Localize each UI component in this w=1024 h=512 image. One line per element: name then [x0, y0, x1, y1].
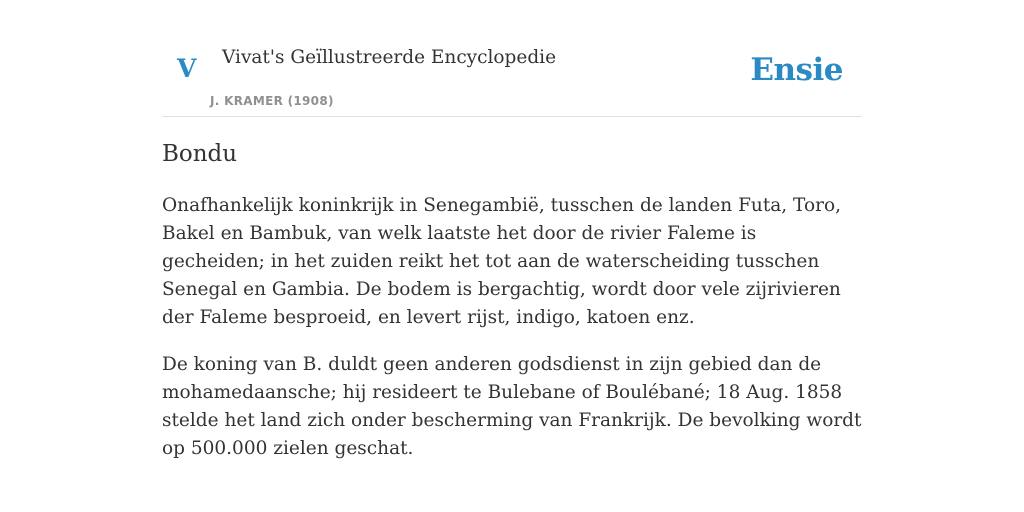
article-paragraph: Onafhankelijk koninkrijk in Senegambië, tusschen de landen Futa, Toro, Bakel en Bambuk, van welk laatste het door de rivier Faleme is gecheiden; in het zuiden reikt het tot aan de waterscheiding tusschen Senegal en Gambia. De bodem is bergachtig, wordt door vele zijrivieren der Faleme besproeid, en levert rijst, indigo, katoen enz.	[162, 195, 841, 328]
brand-logo-link[interactable]: Ensie	[750, 52, 843, 88]
article-title: Bondu	[162, 141, 238, 167]
source-logo-icon[interactable]: V	[177, 54, 197, 83]
source-title-link[interactable]: Vivat's Geïllustreerde Encyclopedie	[222, 47, 557, 68]
source-author: J. KRAMER (1908)	[210, 94, 334, 108]
article	[162, 138, 862, 482]
source-header	[162, 36, 862, 117]
article-paragraph: De koning van B. duldt geen anderen godsdienst in zijn gebied dan de mohamedaansche; hij resideert te Bulebane of Boulébané; 18 Aug. 1858 stelde het land zich onder bescherming van Frankrijk. De bevolking wordt op 500.000 zielen geschat.	[162, 354, 862, 459]
